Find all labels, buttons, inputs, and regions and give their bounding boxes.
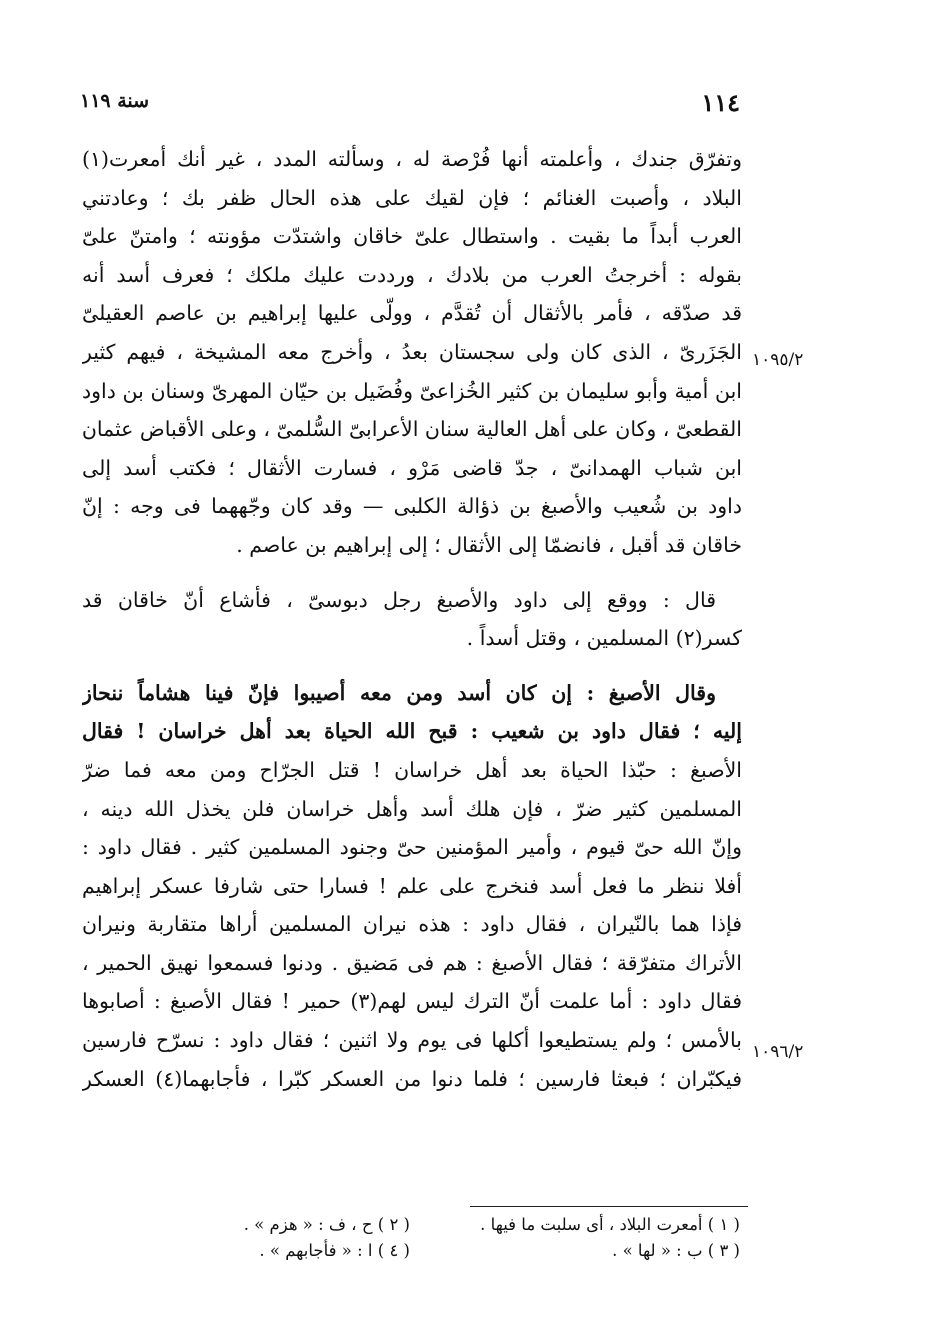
text-line: قال : ووقع إلى داود والأصبغ رجل دبوسىّ ، فأشاع أنّ خاقان قد [82,587,716,612]
text-line: وإنّ الله حىّ قيوم ، وأمير المؤمنين حىّ وجنود المسلمين كثير . فقال داود : [82,835,742,860]
footnote: ( ١ ) أمعرت البلاد ، أى سلبت ما فيها . [480,1215,740,1234]
page-number: ١١٤ [701,88,740,117]
text-line: الجَزَرىّ ، الذى كان ولى سجستان بعدُ ، وأخرج معه المشيخة ، فيهم كثير [82,339,742,364]
margin-reference: ١٠٩٦/٢ [752,1042,804,1062]
text-line: كسر(٢) المسلمين ، وقتل أسداً . [466,626,742,651]
text-line: ابن أمية وأبو سليمان بن كثير الخُزاعىّ وفُضَيل بن حيّان المهرىّ وسنان بن داود [82,378,742,403]
text-line: العرب أبداً ما بقيت . واستطال علىّ خاقان واشتدّت مؤونته ؛ وامتنّ علىّ [82,224,742,249]
text-line: بقوله : أخرجتُ العرب من بلادك ، ورددت عليك ملكك ؛ فعرف أسد أنه [82,262,742,287]
footnote-rule [470,1206,748,1207]
text-line: إليه ؛ فقال داود بن شعيب : قبح الله الحياة بعد أهل خراسان ! فقال [82,719,742,744]
paragraph-gap [82,565,742,581]
text-line: البلاد ، وأصبت الغنائم ؛ فإن لقيك على هذه الحال ظفر بك ؛ وعادتني [82,185,742,210]
footnote: ( ٤ ) ا : « فأجابهم » . [259,1241,410,1260]
text-line: قد صدّقه ، فأمر بالأثقال أن تُقدَّم ، وولّى عليها إبراهيم بن عاصم العقيلىّ [82,301,742,326]
text-line: وقال الأصبغ : إن كان أسد ومن معه أصيبوا فإنّ فينا هشاماً ننحاز [82,680,716,705]
page-header [80,88,740,122]
text-line: الأتراك متفرّقة ؛ فقال الأصبغ : هم فى مَضيق . ودنوا فسمعوا نهيق الحمير ، [82,950,742,975]
text-line: فإذا هما بالنّيران ، فقال داود : هذه نيران المسلمين أراها متقاربة ونيران [82,912,742,937]
text-line: ابن شباب الهمدانىّ ، جدّ قاضى مَرْو ، فسارت الأثقال ؛ فكتب أسد إلى [82,455,742,480]
running-head: سنة ١١٩ [80,90,150,112]
paragraph-gap [82,658,742,674]
text-line: أفلا ننظر ما فعل أسد فنخرج على علم ! فسارا حتى شارفا عسكر إبراهيم [82,873,742,898]
margin-reference: ١٠٩٥/٢ [752,350,804,370]
text-line: المسلمين كثير ضرّ ، فإن هلك أسد وأهل خراسان فلن يخذل الله دينه ، [82,796,742,821]
text-line: الأصبغ : حبّذا الحياة بعد أهل خراسان ! قتل الجرّاح ومن معه فما ضرّ [82,757,742,782]
text-line: فقال داود : أما علمت أنّ الترك ليس لهم(٣) حمير ! فقال الأصبغ : أصابوها [82,989,742,1014]
footnote: ( ٢ ) ح ، ف : « هزم » . [243,1215,410,1234]
text-line: خاقان قد أقبل ، فانضمّا إلى الأثقال ؛ إلى إبراهيم بن عاصم . [236,532,742,557]
footnote: ( ٣ ) ب : « لها » . [612,1241,740,1260]
text-line: القطعىّ ، وكان على أهل العالية سنان الأعرابىّ السُّلمىّ ، وعلى الأقباض عثمان [82,417,742,442]
text-line: فيكبّران ؛ فبعثا فارسين ؛ فلما دنوا من العسكر كبّرا ، فأجابهما(٤) العسكر [82,1066,742,1091]
text-line: وتفرّق جندك ، وأعلمته أنها فُرْصة له ، وسألته المدد ، غير أنك أمعرت(١) [82,147,742,171]
main-text [82,140,742,1098]
text-line: بالأمس ؛ ولم يستطيعوا أكلها فى يوم ولا اثنين ؛ فقال داود : نسرّح فارسين [82,1028,742,1053]
text-line: داود بن شُعيب والأصبغ بن ذؤالة الكلبى — وقد كان وجّههما فى وجه : إنّ [82,494,742,519]
